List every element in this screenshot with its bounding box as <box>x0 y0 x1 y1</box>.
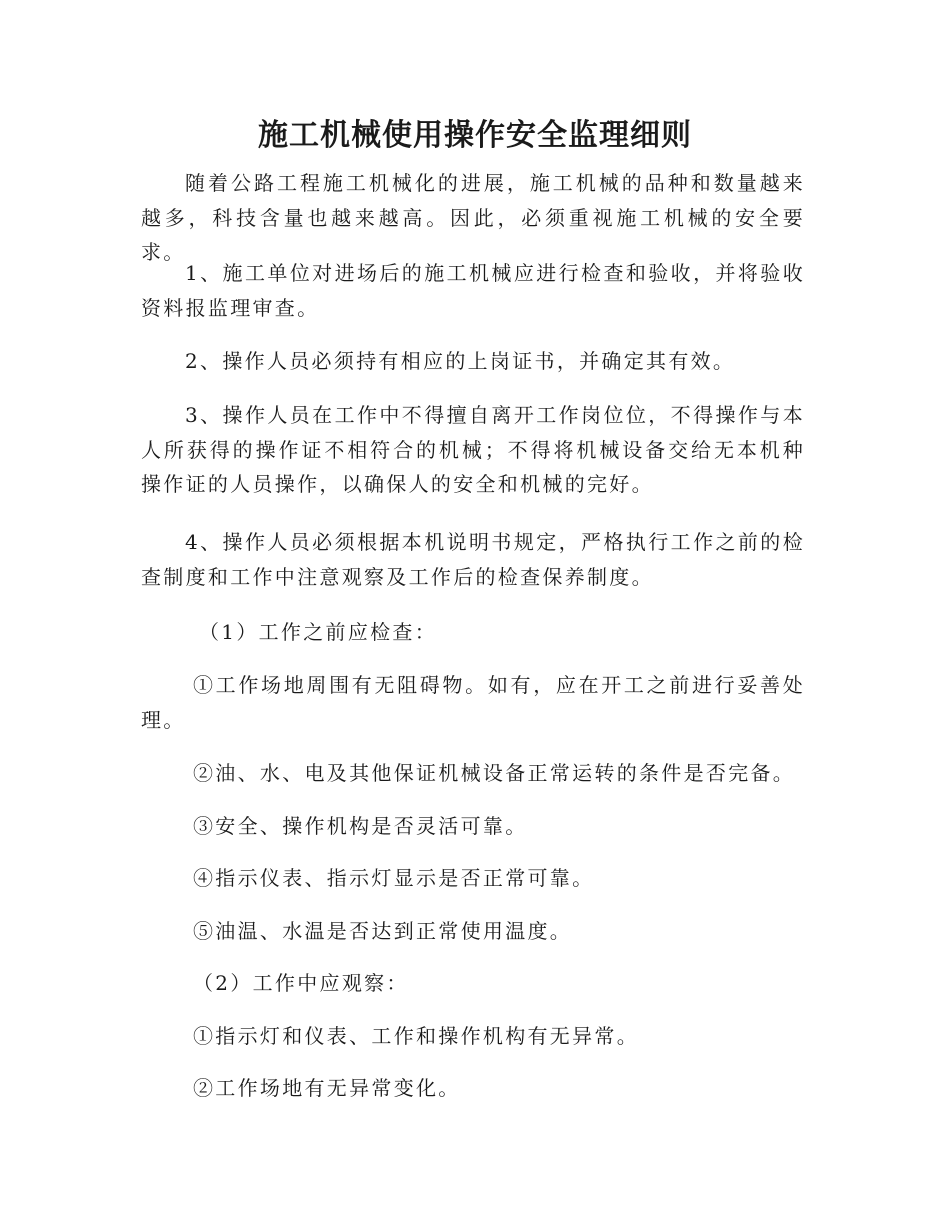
check-item-2: ②油、水、电及其他保证机械设备正常运转的条件是否完备。 <box>193 761 796 785</box>
check-item-4: ④指示仪表、指示灯显示是否正常可靠。 <box>193 866 595 890</box>
paragraph-item-4: 4、操作人员必须根据本机说明书规定，严格执行工作之前的检查制度和工作中注意观察及工作后的检查保养制度。 <box>141 530 805 589</box>
check-item-5: ⑤油温、水温是否达到正常使用温度。 <box>193 919 573 943</box>
observe-item-1: ①指示灯和仪表、工作和操作机构有无异常。 <box>193 1024 639 1048</box>
paragraph-item-2: 2、操作人员必须持有相应的上岗证书，并确定其有效。 <box>185 349 736 373</box>
check-item-1: ①工作场地周围有无阻碍物。如有，应在开工之前进行妥善处理。 <box>141 673 805 732</box>
paragraph-intro: 随着公路工程施工机械化的进展，施工机械的品种和数量越来越多，科技含量也越来越高。因此，必须重视施工机械的安全要求。 <box>141 171 805 264</box>
check-item-3: ③安全、操作机构是否灵活可靠。 <box>193 814 528 838</box>
document-title: 施工机械使用操作安全监理细则 <box>258 118 692 153</box>
paragraph-item-1: 1、施工单位对进场后的施工机械应进行检查和验收，并将验收资料报监理审查。 <box>141 261 805 320</box>
paragraph-item-3: 3、操作人员在工作中不得擅自离开工作岗位位，不得操作与本人所获得的操作证不相符合的机械；不得将机械设备交给无本机种操作证的人员操作，以确保人的安全和机械的完好。 <box>141 403 805 496</box>
observe-item-2: ②工作场地有无异常变化。 <box>193 1076 461 1100</box>
subheading-before-work: （1）工作之前应检查： <box>199 620 438 644</box>
subheading-during-work: （2）工作中应观察： <box>193 971 409 995</box>
